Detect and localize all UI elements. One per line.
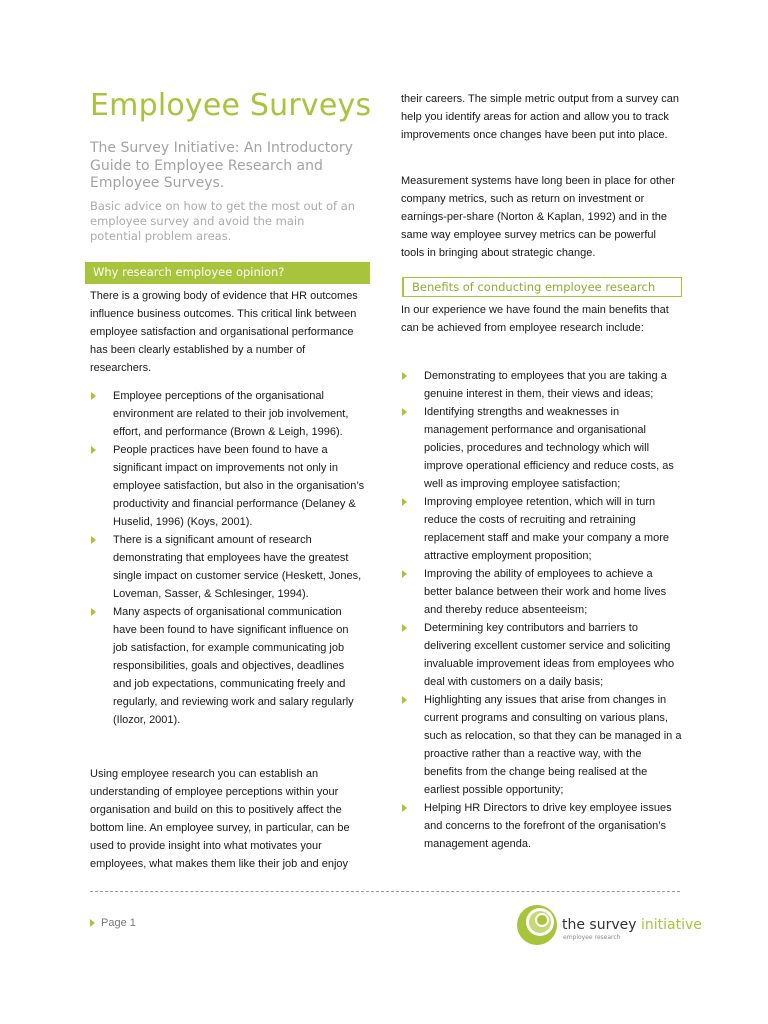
list-item: People practices have been found to have a significant impact on improvements not only in employee satisfaction, but also in the organisation’s productivity and financial performance (Delaney & Huselid, 1996) (Koys, 2001). bbox=[90, 441, 365, 531]
section-heading-why: Why research employee opinion? bbox=[85, 262, 370, 284]
bullet-arrow-icon bbox=[402, 372, 407, 380]
list-item: Many aspects of organisational communication have been found to have significant influence on job satisfaction, for example communicating job responsibilities, goals and objectives, deadlines and job expectations, communicating freely and regularly, and reviewing work and salary regularly (Ilozor, 2001). bbox=[90, 603, 365, 729]
list-item: Helping HR Directors to drive key employee issues and concerns to the forefront of the organisation’s management agenda. bbox=[401, 799, 682, 853]
page-title: Employee Surveys bbox=[90, 88, 372, 123]
list-item: Employee perceptions of the organisational environment are related to their job involvement, effort, and performance (Brown & Leigh, 1996). bbox=[90, 387, 365, 441]
logo-tagline: employee research bbox=[563, 934, 621, 941]
bullet-arrow-icon bbox=[402, 804, 407, 812]
bullet-arrow-icon bbox=[402, 624, 407, 632]
section1-paragraph-1: There is a growing body of evidence that HR outcomes influence business outcomes. This critical link between employee satisfaction and organisational performance has been clearly established by a number of researchers. bbox=[90, 290, 358, 374]
continued-paragraph: their careers. The simple metric output from a survey can help you identify areas for action and allow you to track improvements once changes have been put into place. bbox=[401, 93, 679, 141]
list-item: Improving employee retention, which will in turn reduce the costs of recruiting and retraining replacement staff and make your company a more attractive employment proposition; bbox=[401, 493, 682, 565]
list-item: Highlighting any issues that arise from changes in current programs and consulting on various plans, such as relocation, so that they can be managed in a proactive rather than a reactive way, with the benefits from the change being realised at the earliest possible opportunity; bbox=[401, 691, 682, 799]
list-item: There is a significant amount of research demonstrating that employees have the greatest single impact on customer service (Heskett, Jones, Loveman, Sasser, & Schlesinger, 1994). bbox=[90, 531, 365, 603]
bullet-arrow-icon bbox=[402, 498, 407, 506]
footer-divider bbox=[90, 891, 680, 892]
subtitle: The Survey Initiative: An Introductory Guide to Employee Research and Employee Surveys. bbox=[90, 140, 353, 191]
section1-paragraph-2: Using employee research you can establish an understanding of employee perceptions within your organisation and build on this to positively affect the bottom line. An employee survey, in particular, can be used to provide insight into what motivates your employees, what makes them like their job and enjoy bbox=[90, 768, 350, 870]
bullet-arrow-icon bbox=[91, 446, 96, 454]
list-item: Identifying strengths and weaknesses in management performance and organisational policies, procedures and technology which will improve operational efficiency and reduce costs, as well as improving employee satisfaction; bbox=[401, 403, 682, 493]
bullet-arrow-icon bbox=[91, 392, 96, 400]
logo-wordmark: the survey initiative bbox=[562, 917, 702, 933]
bullet-arrow-icon bbox=[91, 608, 96, 616]
bullet-arrow-icon bbox=[402, 696, 407, 704]
intro-text: Basic advice on how to get the most out of an employee survey and avoid the main potential problem areas. bbox=[90, 199, 356, 243]
section1-bullet-list bbox=[90, 387, 365, 729]
list-item: Improving the ability of employees to achieve a better balance between their work and home lives and thereby reduce absenteeism; bbox=[401, 565, 682, 619]
section2-intro: In our experience we have found the main benefits that can be achieved from employee research include: bbox=[401, 304, 669, 334]
page-arrow-icon bbox=[90, 919, 95, 927]
measurement-paragraph: Measurement systems have long been in place for other company metrics, such as return on investment or earnings-per-share (Norton & Kaplan, 1992) and in the same way employee survey metrics can be powerful tools in bringing about strategic change. bbox=[401, 175, 675, 259]
list-item: Demonstrating to employees that you are taking a genuine interest in them, their views and ideas; bbox=[401, 367, 682, 403]
section2-bullet-list bbox=[401, 367, 682, 853]
bullet-arrow-icon bbox=[402, 570, 407, 578]
survey-initiative-logo-icon bbox=[513, 903, 561, 951]
bullet-arrow-icon bbox=[402, 408, 407, 416]
list-item: Determining key contributors and barriers to delivering excellent customer service and soliciting invaluable improvement ideas from employees who deal with customers on a daily basis; bbox=[401, 619, 682, 691]
bullet-arrow-icon bbox=[91, 536, 96, 544]
page-number: Page 1 bbox=[90, 917, 136, 929]
section-heading-benefits: Benefits of conducting employee research bbox=[402, 277, 682, 297]
